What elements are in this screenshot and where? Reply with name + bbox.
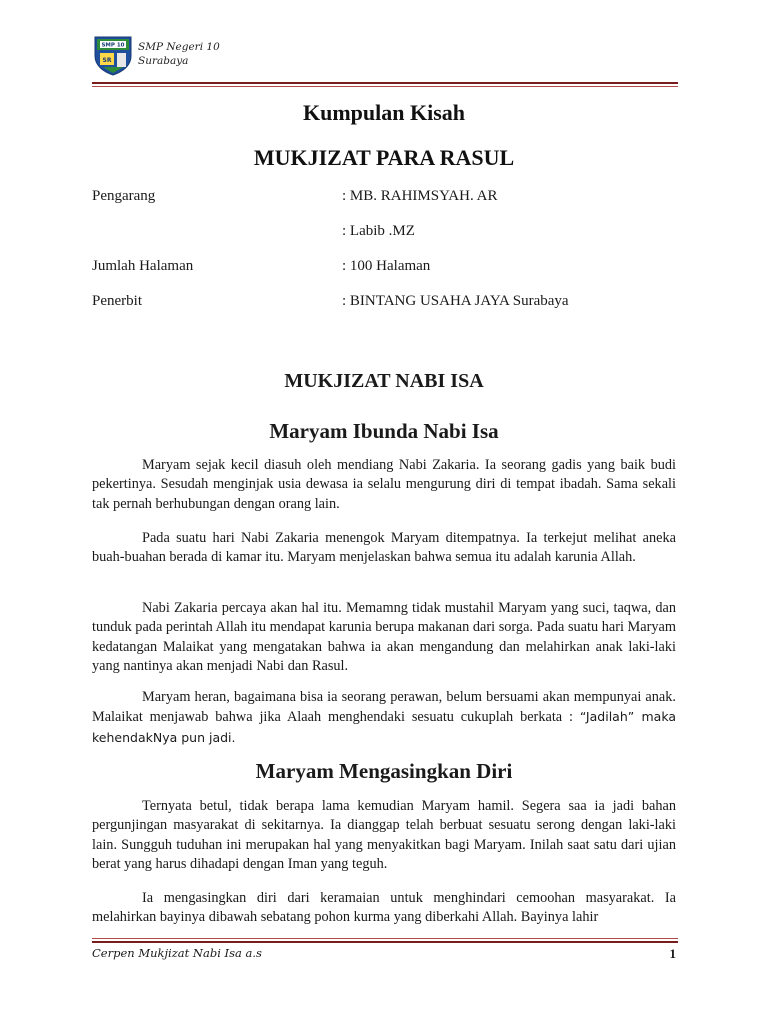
- page-header: [92, 34, 678, 80]
- meta-key: Pengarang: [92, 188, 156, 204]
- section-title: MUKJIZAT NABI ISA: [284, 370, 484, 392]
- meta-row-coauthor: [92, 223, 682, 243]
- header-school: SMP Negeri 10: [138, 41, 220, 53]
- paragraph: Pada suatu hari Nabi Zakaria menengok Maryam ditempatnya. Ia terkejut melihat aneka buah-buahan berada di kamar itu. Maryam menjelaskan bahwa semua itu adalah karunia Allah.: [92, 530, 676, 566]
- page-number: 1: [669, 946, 676, 961]
- header-city: Surabaya: [138, 55, 189, 67]
- meta-value: : MB. RAHIMSYAH. AR: [342, 188, 498, 204]
- header-rule-thick: [92, 82, 678, 84]
- meta-key: Jumlah Halaman: [92, 258, 194, 274]
- subtitle-part2: Maryam Mengasingkan Diri: [255, 759, 513, 783]
- school-logo: [92, 34, 134, 76]
- meta-key: Penerbit: [92, 293, 142, 309]
- footer-rule-thin: [92, 938, 678, 939]
- header-school-info: [138, 40, 220, 68]
- paragraph: Ternyata betul, tidak berapa lama kemudian Maryam hamil. Segera saa ia jadi bahan pergunjingan masyarakat di sekitarnya. Ia dianggap telah berbuat sesuatu serong dengan laki-laki lain. Sungguh tuduhan ini merupakan hal yang menyakitkan bagi Maryam. Inilah saat satu dari ujian berat yang harus dihadapi dengan Iman yang teguh.: [92, 798, 676, 872]
- meta-row-author: [92, 188, 682, 208]
- paragraph-with-quote: [92, 688, 676, 748]
- paragraph: Nabi Zakaria percaya akan hal itu. Memamng tidak mustahil Maryam yang suci, taqwa, dan tunduk pada perintah Allah itu mendapat karunia berupa makanan dari sorga. Pada suatu hari Maryam kedatangan Malaikat yang mengatakan bahwa ia akan mengandung dan melahirkan anak laki-laki yang nantinya akan menjadi Nabi dan Rasul.: [92, 600, 676, 674]
- meta-row-pages: [92, 258, 682, 278]
- meta-value: : BINTANG USAHA JAYA Surabaya: [342, 293, 569, 309]
- meta-row-publisher: [92, 293, 682, 313]
- header-rule-thin: [92, 86, 678, 87]
- meta-value: : Labib .MZ: [342, 223, 415, 239]
- paragraph-text: Maryam heran, bagaimana bisa ia seorang perawan, belum bersuami akan mempunyai anak. Malaikat menjawab bahwa jika Alaah menghendaki sesuatu cukuplah berkata :: [92, 689, 676, 726]
- quote-text: “Jadilah” maka kehendakNya pun jadi.: [92, 709, 676, 745]
- paragraph: Maryam sejak kecil diasuh oleh mendiang Nabi Zakaria. Ia seorang gadis yang baik budi pekertinya. Sesudah menginjak usia dewasa ia selalu mengurung diri di tempat ibadah. Sama sekali tak pernah berhubungan dengan orang lain.: [92, 457, 676, 512]
- footer-rule-thick: [92, 941, 678, 943]
- book-title-line1: Kumpulan Kisah: [302, 100, 465, 125]
- subtitle-part1: Maryam Ibunda Nabi Isa: [269, 419, 499, 443]
- book-title-line2: MUKJIZAT PARA RASUL: [253, 145, 515, 170]
- logo-text-top: SMP 10: [101, 42, 125, 49]
- paragraph: Ia mengasingkan diri dari keramaian untuk menghindari cemoohan masyarakat. Ia melahirkan bayinya dibawah sebatang pohon kurma yang diberkahi Allah. Bayinya lahir: [92, 890, 676, 926]
- logo-text-mid: SR: [102, 57, 112, 64]
- footer-title: Cerpen Mukjizat Nabi Isa a.s: [92, 946, 262, 960]
- meta-value: : 100 Halaman: [342, 258, 431, 274]
